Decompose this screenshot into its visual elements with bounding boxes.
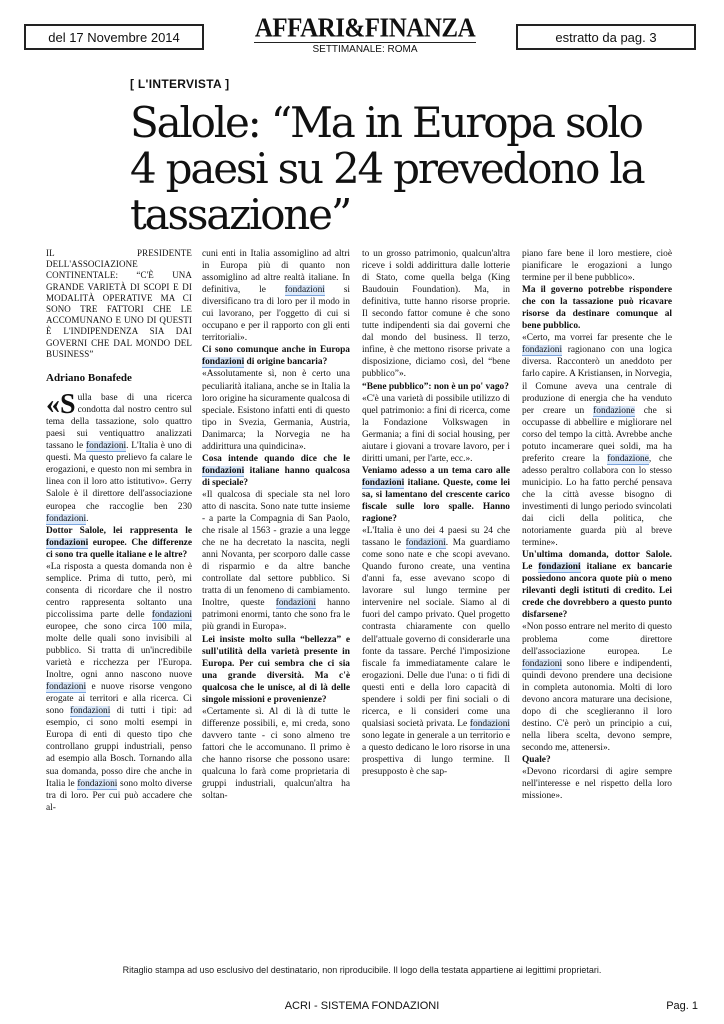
highlighted-keyword: fondazioni	[469, 718, 510, 729]
edition-date: del 17 Novembre 2014	[48, 29, 180, 45]
article-paragraph: piano fare bene il loro mestiere, cioè pianificare le erogazioni a lungo termine per il bene pubblico».	[522, 249, 672, 284]
extract-box	[516, 24, 696, 50]
column-text	[46, 389, 192, 814]
date-box	[24, 24, 204, 50]
article-paragraph: Cosa intende quando dice che le fondazioni italiane hanno qualcosa di speciale?	[202, 453, 350, 488]
article-paragraph: «L'Italia è uno dei 4 paesi su 24 che tassano le fondazioni. Ma guardiamo come sono nate e che scopi avevano. Quando furono create, una ventina d'anni fa, esse avevano scopo di lavorare sul lungo termine per intervenire nel sociale. Siamo al di fuori del campo privato. Quel progetto contrasta chiaramente con quello dell'attuale governo di considerarle una fonte da tassare. Perché l'imposizione fiscale fa immediatamente calare le erogazioni. Delle due l'una: o ti fidi di questi enti e della loro capacità di spendere i soldi per fini sociali o di ricerca, e li consideri come una qualsiasi società privata. Le fondazioni sono legate in generale a un territorio e a questo dedicano le loro risorse in una prospettiva di lungo termine. Il presupposto è che sap-	[362, 526, 510, 778]
article-column-2	[202, 248, 350, 802]
article-clipping	[46, 62, 678, 968]
article-paragraph: «Certamente sì. Al di là di tutte le differenze possibili, e, mi creda, sono davvero tante - ci sono almeno tre fattori che le accomunano. Il primo è che hanno risorse che possono usare: qualcuna lo farà come proprietaria di gruppi industriali, qualcun'altra ha soltan-	[202, 706, 350, 802]
highlighted-keyword: fondazioni	[77, 778, 118, 789]
masthead	[230, 13, 500, 55]
highlighted-keyword: fondazioni	[405, 538, 446, 549]
article-paragraph: «Devono ricordarsi di agire sempre nell'interesse e nel rispetto della loro missione».	[522, 767, 672, 802]
highlighted-keyword: fondazioni	[151, 609, 192, 620]
article-author: Adriano Bonafede	[46, 372, 132, 385]
article-kicker: [ L'INTERVISTA ]	[130, 77, 230, 91]
copyright-disclaimer: Ritaglio stampa ad uso esclusivo del destinatario, non riproducibile. Il logo della testata appartiene ai legittimi proprietari.	[122, 965, 602, 975]
highlighted-keyword: fondazioni	[538, 562, 581, 573]
article-paragraph: Un'ultima domanda, dottor Salole. Le fondazioni italiane ex bancarie possiedono ancora quote più o meno rilevanti degli istituti di credito. Lei crede che dovrebbero a questo punto disfarsene?	[522, 550, 672, 621]
article-paragraph: «Il qualcosa di speciale sta nel loro atto di nascita. Sono nate tutte insieme - a parte la Compagnia di San Paolo, che risale al 1563 - grazie a una legge che ne ha decretato la nascita, negli anni Novanta, per scorporo dalle casse di risparmio e da altre banche controllate dal settore pubblico. Si tratta di un fenomeno di cambiamento. Inoltre, queste fondazioni hanno patrimoni enormi, tanto che sono fra le più grandi in Europa».	[202, 489, 350, 633]
article-intro: IL PRESIDENTE DELL'ASSOCIAZIONE CONTINENTALE: “C'È UNA GRANDE VARIETÀ DI SCOPI E DI MODALITÀ OPERATIVE MA CI SONO TRE FATTORI CHE LE ACCOMUNANO E UNO DI QUESTI È L'INDIPENDENZA SIA DAI GOVERNI CHE DAL MONDO DEL BUSINESS”	[46, 248, 192, 359]
article-column-1	[46, 248, 192, 814]
highlighted-keyword: fondazione	[607, 453, 649, 464]
article-paragraph: Ma il governo potrebbe rispondere che con la tassazione può ricavare risorse da destinare comunque al bene pubblico.	[522, 285, 672, 332]
highlighted-keyword: fondazioni	[522, 658, 563, 669]
article-paragraph: «La risposta a questa domanda non è semplice. Prima di tutto, però, mi consenta di ricordare che il nostro centro rappresenta soltanto una piccolissima parte delle fondazioni europee, che sono circa 100 mila, molte delle quali sono invisibili al pubblico. Si tratta di un'incredibile varietà e ricchezza per l'Europa. Inoltre, ogni anno nascono nuove fondazioni e nuove risorse vengono erogate ai territori e alla ricerca. Ci sono fondazioni di tutti i tipi: ad esempio, ci sono molti esempi in Europa di enti di questo tipo che controllano gruppi industriali, penso ad esempio alla Bosch. Tornando alla sua domanda, posso dire che anche in Italia le fondazioni sono molto diverse tra di loro. Per cui può accadere che al-	[46, 561, 192, 813]
article-headline: Salole: “Ma in Europa solo 4 paesi su 24 prevedono la tassazione”	[130, 98, 644, 239]
article-paragraph: Dottor Salole, lei rappresenta le fondazioni europee. Che differenze ci sono tra quelle italiane e le altre?	[46, 525, 192, 560]
article-paragraph: ulla base di una ricerca condotta dal nostro centro sul tema della tassazione, solo quattro paesi sui ventiquattro analizzati tassano le fondazioni. L'Italia è uno di questi. Ma questo prelievo fa calare le erogazioni, e questo non mi sembra in linea con il loro atto istitutivo». Gerry Salole è il direttore dell'associazione europea che raccoglie ben 230 fondazioni.	[46, 393, 192, 524]
article-paragraph: to un grosso patrimonio, qualcun'altra riceve i soldi addirittura dalle lotterie di Stato, come quella belga (King Baudouin Foundation). Ma, in definitiva, tutte hanno risorse proprie. Il secondo fattor comune è che sono tutte indipendenti sia dai governi che dal mondo del business. Il terzo, infine, è che mettono risorse private a disposizione, diciamo così, del “bene pubblico”».	[362, 249, 510, 380]
column-text	[202, 248, 350, 802]
article-paragraph: Ci sono comunque anche in Europa fondazioni di origine bancaria?	[202, 345, 350, 368]
newspaper-logo: AFFARI&FINANZA	[254, 13, 476, 44]
article-paragraph: «Non posso entrare nel merito di questo problema come direttore dell'associazione europea. Le fondazioni sono libere e indipendenti, quindi devono prendere una decisione in completa autonomia. Molti di loro devono ancora maturare una decisione, dopo di che sceglieranno il loro destino. C'è però un principio a cui, nella libera scelta, devono sempre, secondo me, attenersi».	[522, 622, 672, 753]
highlighted-keyword: fondazioni	[70, 706, 111, 717]
column-text	[362, 248, 510, 778]
highlighted-keyword: fondazioni	[46, 513, 87, 524]
extract-page: estratto da pag. 3	[555, 29, 657, 45]
highlighted-keyword: fondazione	[593, 405, 635, 416]
article-paragraph: «C'è una varietà di possibile utilizzo di quel patrimonio: a fini di ricerca, come la Fondazione Volkswagen in Germania; a fini di social housing, per aiutare i giovani a trovare lavoro, per i diritti umani, per l'arte, ecc.».	[362, 393, 510, 464]
highlighted-keyword: fondazioni	[362, 477, 405, 488]
highlighted-keyword: fondazioni	[202, 357, 245, 368]
article-paragraph: “Bene pubblico”: non è un po' vago?	[362, 381, 509, 392]
highlighted-keyword: fondazioni	[46, 537, 89, 548]
article-paragraph: «Certo, ma vorrei far presente che le fondazioni ragionano con una logica diversa. Racconterò un aneddoto per farlo capire. A Kristiansen, in Norvegia, il Comune aveva una centrale di produzione di energia che ha venduto per creare un fondazione che si occupasse di abbellire e migliorare nel corso del tempo la città. Avrebbe anche potuto incamerare quei soldi, ma ha preferito creare la fondazione, che adesso peraltro collabora con lo stesso municipio. Lo ha fatto perché pensava che la città avesse bisogno di investimenti di lungo periodo svincolati dai cicli della politica, che notoriamente guarda più al breve termine».	[522, 333, 672, 549]
highlighted-keyword: fondazioni	[284, 285, 325, 296]
article-paragraph: Quale?	[522, 754, 551, 765]
masthead-subtitle: SETTIMANALE: ROMA	[254, 42, 476, 55]
article-column-3	[362, 248, 510, 778]
column-text	[522, 248, 672, 802]
highlighted-keyword: fondazioni	[46, 682, 87, 693]
article-paragraph: «Assolutamente sì, non è certo una peculiarità italiana, anche se in Italia la loro origine ha sicuramente qualcosa di speciale. Esistono infatti enti di questo tipo in Svezia, Germania, Austria, Danimarca; la Norvegia ne ha addirittura una quindicina».	[202, 369, 350, 452]
drop-cap: «S	[46, 389, 76, 421]
article-paragraph: Veniamo adesso a un tema caro alle fondazioni italiane. Queste, come lei sa, si lamentano del crescente carico fiscale sulle loro spalle. Hanno ragione?	[362, 465, 510, 525]
article-paragraph: cuni enti in Italia assomiglino ad altri in Europa più di quanto non assomiglino ad altre realtà italiane. In definitiva, le fondazioni si diversificano tra di loro per il modo in cui lavorano, per l'oggetto di cui si occupano e per il rapporto con gli enti territoriali».	[202, 249, 350, 344]
highlighted-keyword: fondazioni	[275, 598, 316, 609]
article-paragraph: Lei insiste molto sulla “bellezza” e sull'utilità della varietà presente in Europa. Per cui sembra che ci sia una grande diversità. Ma c'è qualcosa che le unisce, al di là delle singole missioni e provenienze?	[202, 634, 350, 705]
highlighted-keyword: fondazioni	[522, 345, 563, 356]
highlighted-keyword: fondazioni	[202, 465, 245, 476]
highlighted-keyword: fondazioni	[86, 441, 127, 452]
footer-page-number: Pag. 1	[666, 1000, 698, 1012]
article-column-4	[522, 248, 672, 802]
footer-source: ACRI - SISTEMA FONDAZIONI	[284, 1000, 440, 1012]
